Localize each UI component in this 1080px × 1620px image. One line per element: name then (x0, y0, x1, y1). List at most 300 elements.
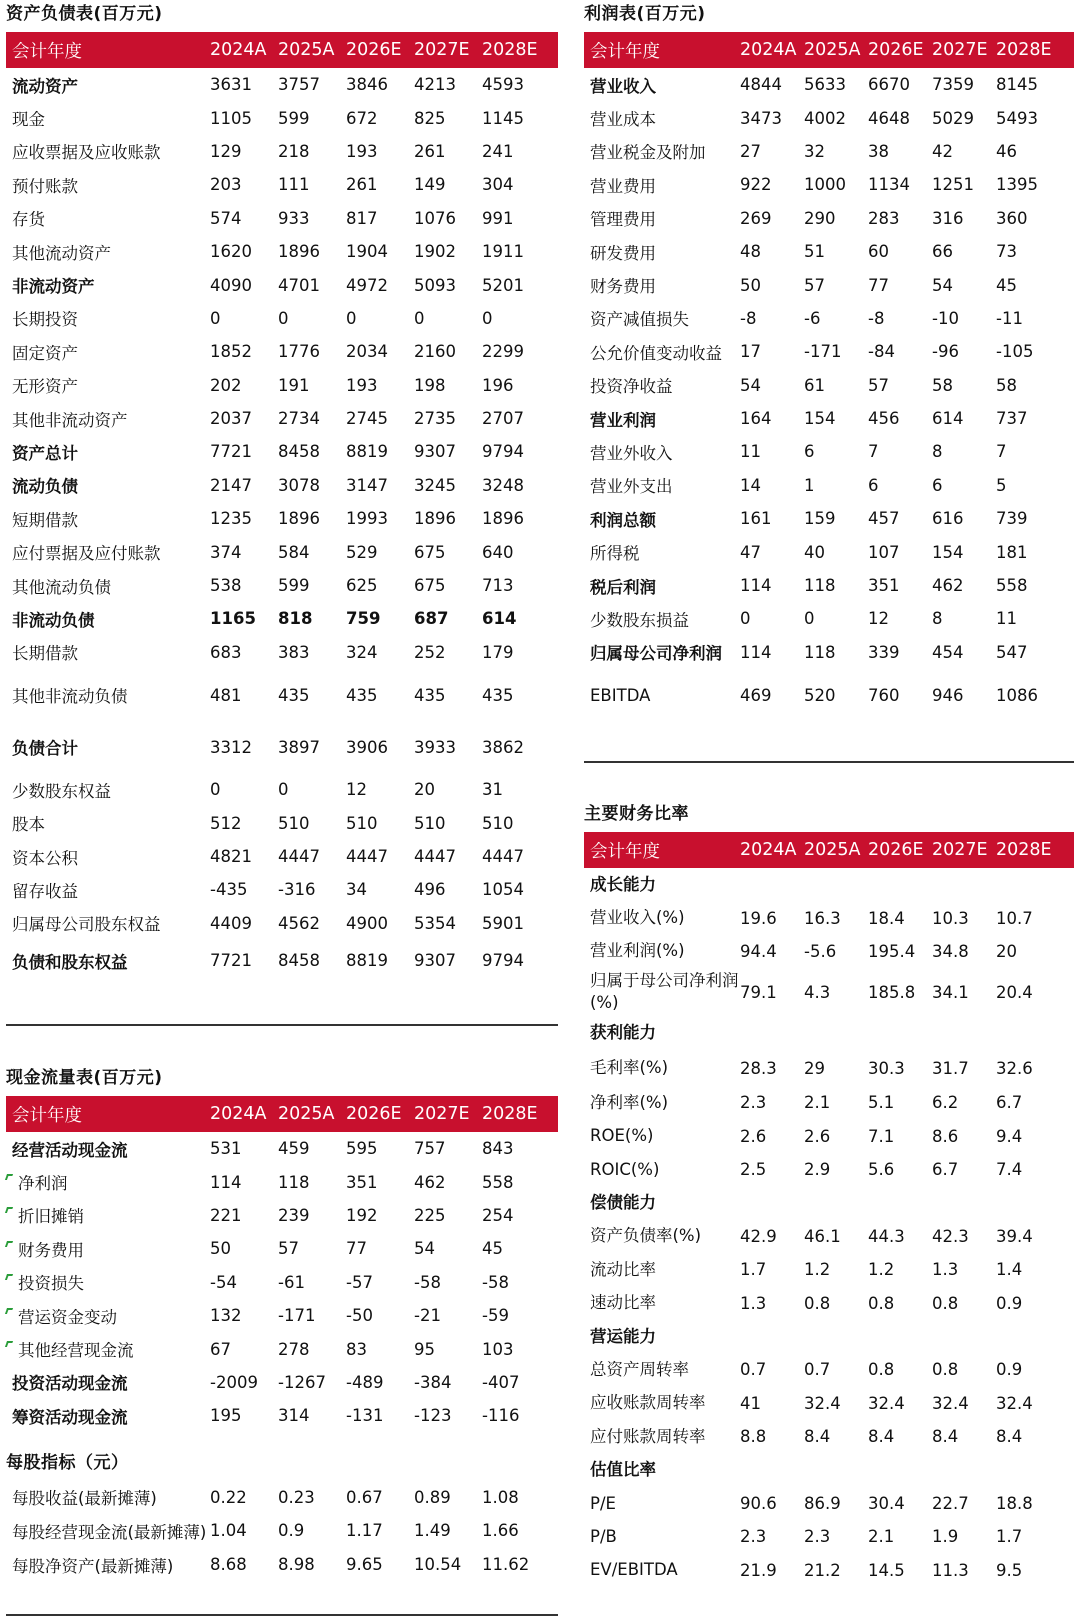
value-cell: 2160 (414, 342, 456, 362)
row-label (6, 1237, 210, 1261)
row-label: 归属于母公司净利润(%) (590, 971, 739, 1013)
value-cell: 6 (868, 475, 879, 495)
value-cell: 1165 (210, 609, 256, 629)
value-cell: 54 (414, 1239, 435, 1259)
value-cell: 1235 (210, 509, 252, 529)
value-cell: 1993 (346, 509, 388, 529)
value-cell: -6 (804, 308, 821, 328)
row-label: 非流动资产 (12, 277, 95, 297)
value-cell: 3846 (346, 75, 388, 95)
row-label: 非流动负债 (12, 610, 95, 630)
value-cell: 8458 (278, 951, 320, 971)
row-label (6, 1337, 210, 1361)
value-cell: 4090 (210, 275, 252, 295)
value-cell: 29 (804, 1058, 825, 1078)
value-cell: 8 (932, 442, 943, 462)
value-cell: 4002 (804, 108, 846, 128)
income-statement-title: 利润表(百万元) (584, 4, 706, 24)
row-label: P/E (590, 1493, 616, 1513)
value-cell: 5201 (482, 275, 524, 295)
value-cell: 1.7 (740, 1260, 767, 1280)
value-cell: 435 (346, 685, 378, 705)
table-row (584, 1016, 1074, 1050)
table-row (6, 1481, 558, 1515)
table-row (6, 1299, 558, 1332)
table-row (584, 202, 1074, 235)
header-year: 2027E (932, 40, 988, 60)
balance-sheet-bottom-rule (6, 1024, 558, 1026)
value-cell: 225 (414, 1205, 446, 1225)
value-cell: 239 (278, 1205, 310, 1225)
value-cell: 462 (414, 1172, 446, 1192)
value-cell: 283 (868, 208, 900, 228)
value-cell: 3245 (414, 475, 456, 495)
value-cell: 683 (210, 642, 242, 662)
value-cell: 2.5 (740, 1160, 767, 1180)
row-label-text: 其他经营现金流 (18, 1341, 134, 1361)
value-cell: 8 (932, 609, 943, 629)
row-label: P/B (590, 1526, 617, 1546)
value-cell: 510 (278, 813, 310, 833)
value-cell: -8 (868, 308, 885, 328)
per-share-table (6, 1481, 558, 1582)
value-cell: 1620 (210, 242, 252, 262)
value-cell: 114 (210, 1172, 242, 1192)
value-cell: 66 (932, 242, 953, 262)
row-label: 资本公积 (12, 848, 78, 868)
value-cell: 10.54 (414, 1555, 462, 1574)
value-cell: 1896 (278, 509, 320, 529)
value-cell: 254 (482, 1205, 514, 1225)
value-cell: 687 (414, 609, 449, 629)
value-cell: 2745 (346, 409, 388, 429)
header-year: 2025A (804, 840, 861, 860)
green-marker-icon (5, 1308, 13, 1314)
value-cell: -2009 (210, 1372, 258, 1392)
header-year: 2026E (868, 840, 924, 860)
value-cell: 481 (210, 685, 242, 705)
table-row (584, 335, 1074, 368)
row-label: 股本 (12, 815, 45, 835)
value-cell: 817 (346, 208, 378, 228)
value-cell: 20 (996, 941, 1017, 961)
value-cell: 3631 (210, 75, 252, 95)
value-cell: 195 (210, 1406, 242, 1426)
green-marker-icon (5, 1207, 13, 1213)
value-cell: 79.1 (740, 982, 777, 1002)
value-cell: 1.4 (996, 1260, 1023, 1280)
value-cell: 1896 (278, 242, 320, 262)
value-cell: -96 (932, 342, 959, 362)
value-cell: 154 (804, 409, 836, 429)
value-cell: 18.8 (996, 1494, 1033, 1514)
row-label: 应付账款周转率 (590, 1426, 706, 1446)
value-cell: 0 (278, 308, 289, 328)
value-cell: 198 (414, 375, 446, 395)
value-cell: 558 (482, 1172, 514, 1192)
value-cell: 1.2 (804, 1260, 831, 1280)
value-cell: 193 (346, 375, 378, 395)
row-label: 应收票据及应收账款 (12, 143, 161, 163)
value-cell: -58 (414, 1272, 441, 1292)
value-cell: 7 (868, 442, 879, 462)
value-cell: 0.9 (996, 1293, 1023, 1313)
header-year: 2025A (278, 40, 335, 60)
value-cell: 17 (740, 342, 761, 362)
table-row (584, 1050, 1074, 1086)
row-label: EV/EBITDA (590, 1560, 678, 1580)
value-cell: -54 (210, 1272, 237, 1292)
value-cell: -61 (278, 1272, 305, 1292)
value-cell: 1.7 (996, 1527, 1023, 1547)
value-cell: 4213 (414, 75, 456, 95)
table-row (584, 68, 1074, 101)
row-label: 营运能力 (590, 1326, 656, 1346)
value-cell: -123 (414, 1406, 452, 1426)
header-year: 2026E (346, 1104, 402, 1124)
value-cell: 946 (932, 685, 964, 705)
value-cell: 58 (996, 375, 1017, 395)
value-cell: 1251 (932, 175, 974, 195)
row-label: EBITDA (590, 685, 651, 705)
row-label: 其他流动资产 (12, 243, 111, 263)
value-cell: 457 (868, 509, 900, 529)
row-label: 偿债能力 (590, 1193, 656, 1213)
value-cell: 118 (804, 642, 836, 662)
value-cell: 1.3 (932, 1260, 959, 1280)
value-cell: 252 (414, 642, 446, 662)
value-cell: 7359 (932, 75, 974, 95)
table-row (6, 402, 558, 435)
row-label: 利润总额 (590, 510, 656, 530)
value-cell: 2.3 (740, 1093, 767, 1113)
value-cell: 922 (740, 175, 772, 195)
income-statement-bottom-rule (584, 761, 1074, 763)
value-cell: 3147 (346, 475, 388, 495)
row-label: 营业利润 (590, 410, 656, 430)
value-cell: 192 (346, 1205, 378, 1225)
value-cell: 28.3 (740, 1058, 777, 1078)
header-year: 2028E (996, 840, 1052, 860)
value-cell: 73 (996, 242, 1017, 262)
value-cell: 0 (482, 308, 493, 328)
value-cell: 0 (210, 308, 221, 328)
header-year: 2028E (996, 40, 1052, 60)
value-cell: 30.4 (868, 1494, 905, 1514)
value-cell: 10.3 (932, 908, 969, 928)
value-cell: 1904 (346, 242, 388, 262)
value-cell: 4447 (346, 847, 388, 866)
value-cell: 20 (414, 780, 435, 800)
row-label: 估值比率 (590, 1460, 656, 1480)
value-cell: 737 (996, 409, 1028, 429)
value-cell: 991 (482, 208, 514, 228)
value-cell: -50 (346, 1306, 373, 1326)
value-cell: -116 (482, 1406, 520, 1426)
value-cell: 8.4 (996, 1427, 1023, 1447)
value-cell: 3078 (278, 475, 320, 495)
value-cell: 314 (278, 1406, 310, 1426)
value-cell: -1267 (278, 1372, 326, 1392)
value-cell: 14 (740, 475, 761, 495)
table-row (6, 840, 558, 873)
value-cell: 672 (346, 108, 378, 128)
table-row (584, 1220, 1074, 1253)
value-cell: 351 (346, 1172, 378, 1192)
value-cell: 261 (346, 175, 378, 195)
table-row (584, 1086, 1074, 1119)
value-cell: 42.9 (740, 1226, 777, 1246)
row-label: 毛利率(%) (590, 1058, 669, 1078)
value-cell: 4447 (414, 847, 456, 866)
row-label: 预付账款 (12, 176, 78, 196)
value-cell: 520 (804, 685, 836, 705)
value-cell: 218 (278, 141, 310, 161)
value-cell: 0 (804, 609, 815, 629)
value-cell: 61 (804, 375, 825, 395)
value-cell: 2734 (278, 409, 320, 429)
value-cell: 1.2 (868, 1260, 895, 1280)
header-label: 会计年度 (12, 41, 82, 62)
value-cell: 12 (346, 780, 367, 800)
header-label: 会计年度 (590, 841, 660, 862)
row-label: 长期投资 (12, 310, 78, 330)
value-cell: 4409 (210, 913, 252, 933)
row-label: 负债和股东权益 (12, 952, 128, 972)
value-cell: 0.7 (740, 1360, 767, 1380)
value-cell: 11.3 (932, 1560, 969, 1580)
value-cell: 0.9 (278, 1521, 305, 1541)
value-cell: 0 (210, 780, 221, 800)
table-row (6, 535, 558, 568)
table-row (584, 402, 1074, 435)
table-row (6, 873, 558, 906)
income-statement-panel (584, 2, 1074, 721)
value-cell: 0 (740, 609, 751, 629)
value-cell: 32 (804, 141, 825, 161)
value-cell: 94.4 (740, 941, 777, 961)
table-row (584, 1453, 1074, 1486)
value-cell: 0.22 (210, 1487, 247, 1507)
table-row (6, 68, 558, 101)
row-label: 营业外收入 (590, 443, 673, 463)
table-row (584, 868, 1074, 901)
row-label: 成长能力 (590, 874, 656, 894)
value-cell: 164 (740, 409, 772, 429)
value-cell: 435 (278, 685, 310, 705)
table-row (584, 1153, 1074, 1186)
value-cell: 12 (868, 609, 889, 629)
value-cell: 0.8 (868, 1293, 895, 1313)
green-marker-icon (5, 1241, 13, 1247)
value-cell: 351 (868, 576, 900, 596)
value-cell: 42.3 (932, 1226, 969, 1246)
value-cell: 1.08 (482, 1487, 519, 1507)
value-cell: -21 (414, 1306, 441, 1326)
value-cell: 44.3 (868, 1226, 905, 1246)
value-cell: 599 (278, 108, 310, 128)
value-cell: 529 (346, 542, 378, 562)
row-label: 流动负债 (12, 477, 78, 497)
value-cell: 1.49 (414, 1521, 451, 1541)
value-cell: 1776 (278, 342, 320, 362)
table-row (6, 135, 558, 168)
value-cell: 10.7 (996, 908, 1033, 928)
row-label: 营业费用 (590, 176, 656, 196)
value-cell: 339 (868, 642, 900, 662)
header-year: 2024A (210, 40, 267, 60)
value-cell: 9.4 (996, 1126, 1023, 1146)
value-cell: 7.1 (868, 1126, 895, 1146)
row-label: 归属母公司净利润 (590, 644, 722, 664)
value-cell: 1852 (210, 342, 252, 362)
value-cell: 2.9 (804, 1160, 831, 1180)
value-cell: 1145 (482, 108, 524, 128)
value-cell: 51 (804, 242, 825, 262)
header-year: 2027E (414, 1104, 470, 1124)
row-label: ROE(%) (590, 1126, 654, 1146)
value-cell: 6.2 (932, 1093, 959, 1113)
value-cell: -171 (804, 342, 842, 362)
table-row (6, 669, 558, 721)
value-cell: 8819 (346, 442, 388, 462)
ratios-table (584, 832, 1074, 1587)
value-cell: 510 (346, 813, 378, 833)
green-marker-icon (5, 1174, 13, 1180)
row-label: 存货 (12, 210, 45, 230)
value-cell: 32.4 (868, 1393, 905, 1413)
value-cell: 5901 (482, 913, 524, 933)
table-row (6, 369, 558, 402)
value-cell: 50 (210, 1239, 231, 1259)
value-cell: -10 (932, 308, 959, 328)
value-cell: 6.7 (996, 1093, 1023, 1113)
value-cell: 3248 (482, 475, 524, 495)
value-cell: -105 (996, 342, 1034, 362)
cash-flow-title: 现金流量表(百万元) (6, 1068, 163, 1088)
table-row (584, 1287, 1074, 1320)
value-cell: 129 (210, 141, 242, 161)
value-cell: 241 (482, 141, 514, 161)
table-row (584, 935, 1074, 968)
table-row (6, 1165, 558, 1198)
value-cell: -435 (210, 880, 248, 900)
value-cell: 1086 (996, 685, 1038, 705)
value-cell: 16.3 (804, 908, 841, 928)
value-cell: 60 (868, 242, 889, 262)
value-cell: 640 (482, 542, 514, 562)
row-label (6, 1304, 210, 1328)
value-cell: -489 (346, 1372, 384, 1392)
table-row (6, 502, 558, 535)
value-cell: 760 (868, 685, 900, 705)
table-row (584, 1120, 1074, 1153)
value-cell: 584 (278, 542, 310, 562)
value-cell: 304 (482, 175, 514, 195)
value-cell: -407 (482, 1372, 520, 1392)
value-cell: 221 (210, 1205, 242, 1225)
balance-sheet-title: 资产负债表(百万元) (6, 4, 163, 24)
row-label: 筹资活动现金流 (12, 1407, 128, 1427)
value-cell: 5.6 (868, 1160, 895, 1180)
value-cell: 290 (804, 208, 836, 228)
table-row (6, 1266, 558, 1299)
value-cell: 2.3 (740, 1527, 767, 1547)
header-year: 2024A (210, 1104, 267, 1124)
row-label: 其他流动负债 (12, 577, 111, 597)
header-year: 2027E (414, 40, 470, 60)
header-year: 2025A (278, 1104, 335, 1124)
value-cell: 510 (482, 813, 514, 833)
table-row (6, 1366, 558, 1399)
value-cell: 4562 (278, 913, 320, 933)
value-cell: 1105 (210, 108, 252, 128)
table-row (584, 636, 1074, 669)
value-cell: 21.2 (804, 1560, 841, 1580)
value-cell: 4648 (868, 108, 910, 128)
value-cell: 196 (482, 375, 514, 395)
row-label: 无形资产 (12, 377, 78, 397)
value-cell: 435 (414, 685, 446, 705)
row-label: 营业税金及附加 (590, 143, 706, 163)
ratios-header-row (584, 832, 1074, 868)
table-row (6, 1332, 558, 1365)
value-cell: 5354 (414, 913, 456, 933)
value-cell: 469 (740, 685, 772, 705)
table-row (6, 101, 558, 134)
value-cell: 5 (996, 475, 1007, 495)
value-cell: 42 (932, 141, 953, 161)
value-cell: 1000 (804, 175, 846, 195)
table-row (6, 569, 558, 602)
value-cell: 456 (868, 409, 900, 429)
value-cell: 11.62 (482, 1555, 530, 1574)
row-label: 获利能力 (590, 1023, 656, 1043)
value-cell: 34.1 (932, 982, 969, 1002)
value-cell: 4447 (278, 847, 320, 866)
value-cell: 0.8 (868, 1360, 895, 1380)
table-row (6, 773, 558, 806)
value-cell: -384 (414, 1372, 452, 1392)
value-cell: -57 (346, 1272, 373, 1292)
value-cell: 0.8 (932, 1293, 959, 1313)
value-cell: 1076 (414, 208, 456, 228)
value-cell: 77 (868, 275, 889, 295)
value-cell: 195.4 (868, 941, 916, 961)
table-row (584, 135, 1074, 168)
value-cell: 83 (346, 1339, 367, 1359)
value-cell: 1896 (482, 509, 524, 529)
row-label: 现金 (12, 110, 45, 130)
value-cell: 32.4 (996, 1393, 1033, 1413)
value-cell: 9.5 (996, 1560, 1023, 1580)
value-cell: 4972 (346, 275, 388, 295)
header-label: 会计年度 (590, 41, 660, 62)
value-cell: 933 (278, 208, 310, 228)
row-label: 每股净资产(最新摊薄) (12, 1556, 174, 1576)
value-cell: 48 (740, 242, 761, 262)
value-cell: 8.68 (210, 1555, 247, 1574)
value-cell: 6670 (868, 75, 910, 95)
value-cell: 11 (740, 442, 761, 462)
row-label: 固定资产 (12, 343, 78, 363)
row-label: 应付票据及应付账款 (12, 544, 161, 564)
table-row (584, 1387, 1074, 1420)
row-label-text: 折旧摊销 (18, 1207, 84, 1227)
value-cell: 757 (414, 1139, 446, 1159)
value-cell: 2.6 (740, 1126, 767, 1146)
value-cell: 1.3 (740, 1293, 767, 1313)
